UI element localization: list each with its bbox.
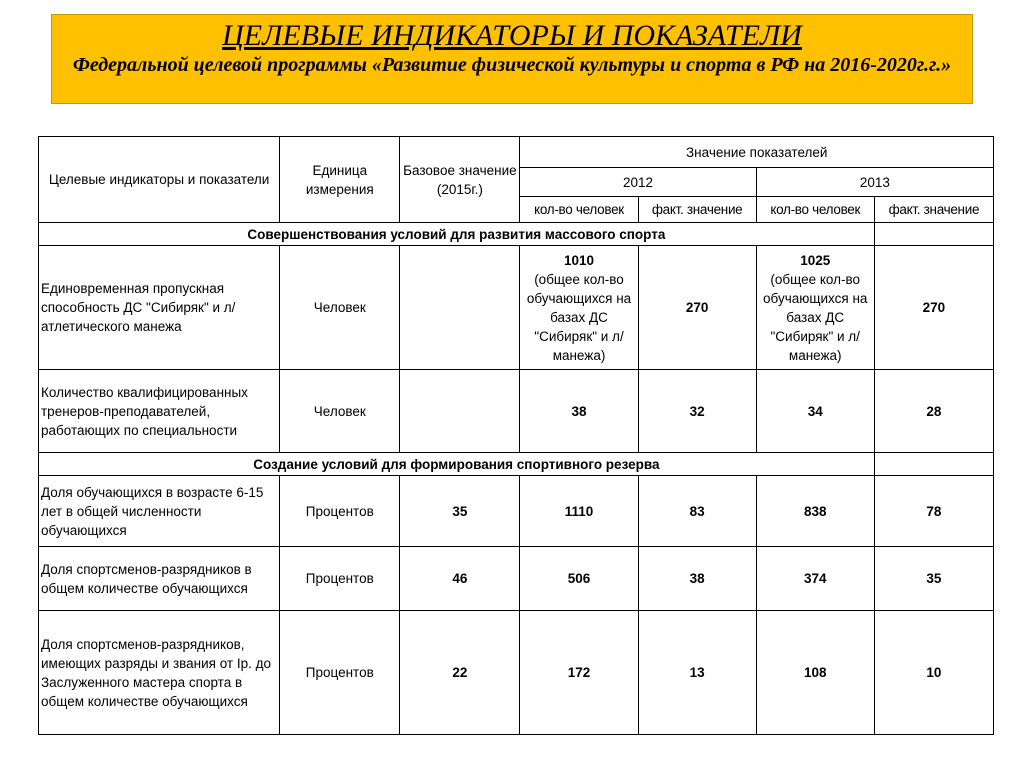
row-base: 35 [400,476,520,547]
row-count-2013: 374 [756,547,874,611]
header-count-2013: кол-во человек [756,197,874,223]
row-unit: Процентов [280,547,400,611]
row-count-2013: 108 [756,611,874,735]
row-fact-2013: 10 [874,611,993,735]
row-unit: Человек [280,370,400,453]
page-subtitle: Федеральной целевой программы «Развитие физической культуры и спорта в РФ на 2016-2020г.г.» [72,54,952,76]
row-count-2012: 172 [520,611,638,735]
row-fact-2012: 32 [638,370,756,453]
page-title: ЦЕЛЕВЫЕ ИНДИКАТОРЫ И ПОКАЗАТЕЛИ [222,19,802,52]
header-year-2013: 2013 [756,168,993,197]
count-note: (общее кол-во обучающихся на базах ДС "Сибиряк" и л/манежа) [526,271,632,363]
header-indicators: Целевые индикаторы и показатели [39,137,280,223]
table-row [39,547,994,611]
row-name: Доля спортсменов-разрядников в общем количестве обучающихся [39,547,280,611]
row-fact-2012: 13 [638,611,756,735]
row-unit: Человек [280,246,400,370]
header-base: Базовое значение (2015г.) [400,137,520,223]
empty-cell [874,453,993,476]
section-row [39,453,994,476]
header-year-2012: 2012 [520,168,756,197]
row-count-2013: 838 [756,476,874,547]
count-number: 1025 [800,252,831,268]
row-fact-2013: 28 [874,370,993,453]
row-fact-2012: 270 [638,246,756,370]
row-unit: Процентов [280,611,400,735]
header-fact-2012: факт. значение [638,197,756,223]
row-name: Доля спортсменов-разрядников, имеющих разряды и звания от Iр. до Заслуженного мастера спорта в общем количестве обучающихся [39,611,280,735]
count-number: 1010 [563,252,595,268]
header-fact-2013: факт. значение [874,197,993,223]
table-row [39,476,994,547]
header-count-2012: кол-во человек [520,197,638,223]
row-name: Единовременная пропускная способность ДС "Сибиряк" и л/атлетического манежа [39,246,280,370]
row-name: Доля обучающихся в возрасте 6-15 лет в общей численности обучающихся [39,476,280,547]
section-sport-reserve: Создание условий для формирования спортивного резерва [39,453,875,476]
row-count-2012 [520,246,638,370]
row-fact-2013: 35 [874,547,993,611]
count-note: (общее кол-во обучающихся на базах ДС "Сибиряк" и л/манежа) [763,271,868,363]
table-row [39,611,994,735]
header-unit: Единица измерения [280,137,400,223]
row-base [400,370,520,453]
title-banner [51,14,973,104]
row-count-2012: 1110 [520,476,638,547]
row-base: 22 [400,611,520,735]
section-mass-sport: Совершенствования условий для развития массового спорта [39,223,875,246]
table-row [39,246,994,370]
row-base [400,246,520,370]
row-fact-2013: 78 [874,476,993,547]
row-name: Количество квалифицированных тренеров-преподавателей, работающих по специальности [39,370,280,453]
row-fact-2012: 38 [638,547,756,611]
row-count-2013: 34 [756,370,874,453]
row-count-2013 [756,246,874,370]
row-fact-2013: 270 [874,246,993,370]
row-count-2012: 506 [520,547,638,611]
row-fact-2012: 83 [638,476,756,547]
empty-cell [874,223,993,246]
row-base: 46 [400,547,520,611]
indicators-table [38,136,994,735]
table-row [39,370,994,453]
header-values: Значение показателей [520,137,994,168]
row-count-2012: 38 [520,370,638,453]
row-unit: Процентов [280,476,400,547]
section-row [39,223,994,246]
